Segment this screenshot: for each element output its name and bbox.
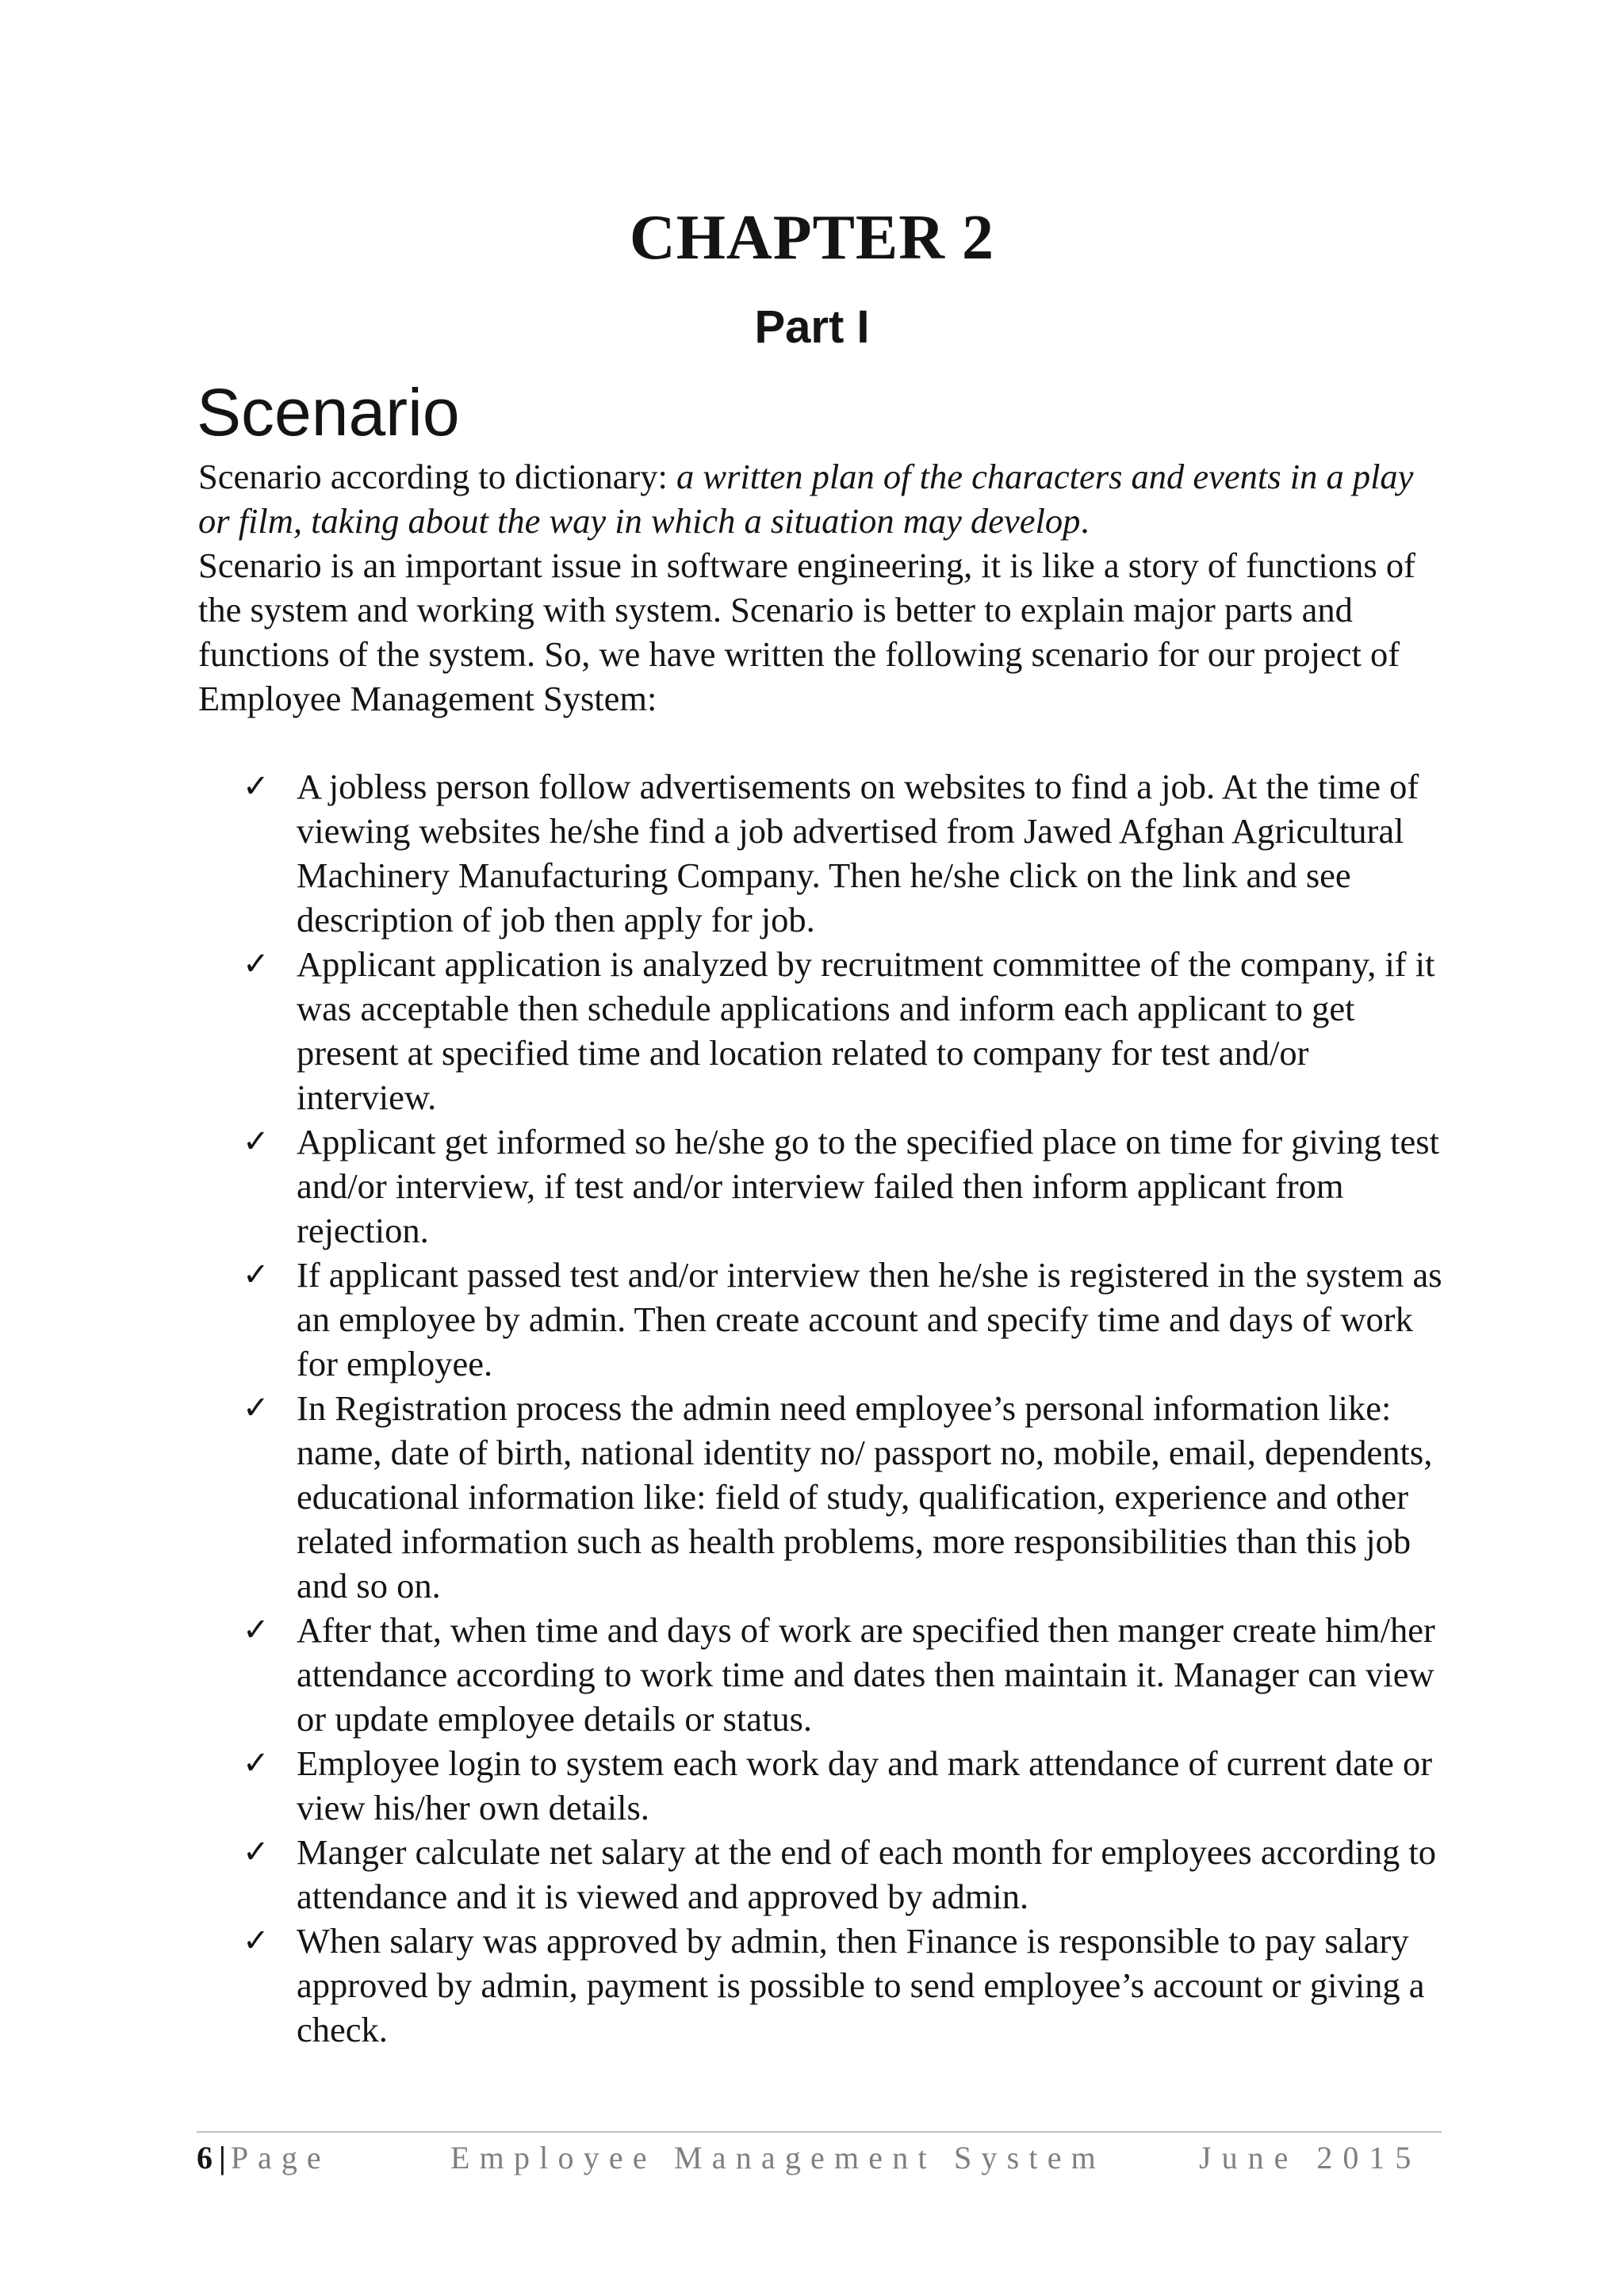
intro-paragraph (198, 454, 1435, 721)
intro-body: Scenario is an important issue in software engineering, it is like a story of functions of the system and working with system. Scenario is better to explain major parts and functions of the system. So, we have written the following scenario for our project of Employee Management System: (198, 545, 1415, 718)
checkmark-icon: ✓ (243, 1745, 270, 1781)
chapter-title: CHAPTER 2 (629, 203, 995, 273)
checkmark-icon: ✓ (243, 768, 270, 805)
footer-divider (197, 2131, 1442, 2133)
list-item (243, 1119, 1448, 1253)
list-item (243, 1608, 1448, 1741)
list-item-text: When salary was approved by admin, then Finance is responsible to pay salary approved by admin, payment is possible to send employee’s account or giving a check. (297, 1921, 1425, 2049)
list-item (243, 1919, 1448, 2052)
scenario-list (243, 764, 1448, 2052)
footer-date: June 2015 (1199, 2140, 1422, 2175)
list-item (243, 1830, 1448, 1919)
list-item-text: If applicant passed test and/or interview then he/she is registered in the system as an employee by admin. Then create account and specify time and days of work for employee. (297, 1255, 1442, 1383)
list-item (243, 764, 1448, 942)
checkmark-icon: ✓ (243, 1612, 270, 1648)
checkmark-icon: ✓ (243, 946, 270, 982)
list-item (243, 942, 1448, 1119)
list-item-text: A jobless person follow advertisements on websites to find a job. At the time of viewing websites he/she find a job advertised from Jawed Afghan Agricultural Machinery Manufacturing Company. Then he/she click on the link and see description of job then apply for job. (297, 767, 1419, 939)
footer-separator: | (219, 2140, 226, 2175)
footer-document-title: Employee Management System (450, 2140, 1105, 2175)
page-number: 6 (197, 2140, 213, 2175)
list-item (243, 1386, 1448, 1608)
part-title: Part I (754, 301, 870, 353)
checkmark-icon: ✓ (243, 1390, 270, 1426)
checkmark-icon: ✓ (243, 1123, 270, 1160)
checkmark-icon: ✓ (243, 1257, 270, 1293)
list-item-text: Manger calculate net salary at the end of each month for employees according to attendance and it is viewed and approved by admin. (297, 1832, 1436, 1916)
list-item-text: Employee login to system each work day and mark attendance of current date or view his/her own details. (297, 1743, 1433, 1827)
page-word: Page (230, 2140, 331, 2175)
checkmark-icon: ✓ (243, 1923, 270, 1959)
intro-lead: Scenario according to dictionary: (198, 457, 677, 496)
section-heading: Scenario (197, 375, 460, 450)
list-item (243, 1741, 1448, 1830)
intro-definition: a written plan of the characters and events in a play or film, taking about the way in which a situation may develop (198, 457, 1414, 541)
list-item-text: In Registration process the admin need employee’s personal information like: name, date of birth, national identity no/ passport no, mobile, email, dependents, educational information like: field of study, qualification, experience and other related information such as health problems, more responsibilities than this job and so on. (297, 1388, 1433, 1605)
list-item-text: Applicant get informed so he/she go to the specified place on time for giving test and/or interview, if test and/or interview failed then inform applicant from rejection. (297, 1122, 1439, 1250)
checkmark-icon: ✓ (243, 1834, 270, 1870)
list-item-text: Applicant application is analyzed by recruitment committee of the company, if it was acceptable then schedule applications and inform each applicant to get present at specified time and location related to company for test and/or interview. (297, 944, 1435, 1117)
intro-definition-end: . (1080, 501, 1090, 541)
footer-page-label (197, 2137, 331, 2179)
list-item-text: After that, when time and days of work are specified then manger create him/her attendance according to work time and dates then maintain it. Manager can view or update employee details or status. (297, 1610, 1435, 1739)
list-item (243, 1253, 1448, 1386)
